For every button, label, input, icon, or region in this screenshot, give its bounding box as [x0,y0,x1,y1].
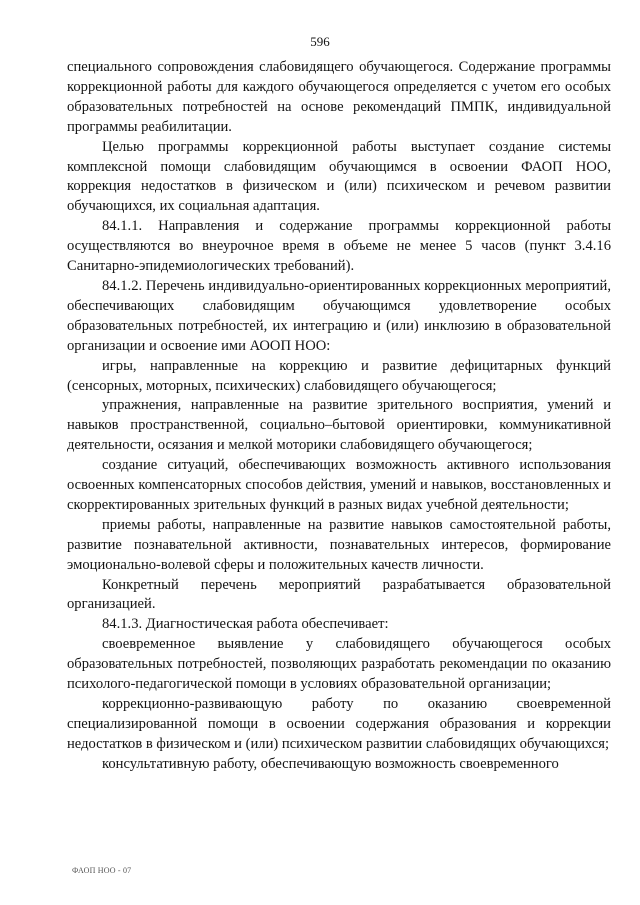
paragraph-games: игры, направленные на коррекцию и развитие дефицитарных функций (сенсорных, моторных, психических) слабовидящего обучающегося; [67,357,611,394]
paragraph-84-1-3: 84.1.3. Диагностическая работа обеспечивает: [102,616,389,633]
paragraph-work-methods: приемы работы, направленные на развитие навыков самостоятельной работы, развитие познавательной активности, познавательных интересов, формирование эмоционально-волевой сферы и положительных качеств личности. [67,516,611,573]
paragraph-continuation: специального сопровождения слабовидящего обучающегося. Содержание программы коррекционной работы для каждого обучающегося определяется с учетом его особых образовательных потребностей на основе рекомендаций ПМПК, индивидуальной программы реабилитации. [67,59,611,135]
paragraph-specific-list: Конкретный перечень мероприятий разрабатывается образовательной организацией. [67,576,611,613]
paragraph-corrective-work: коррекционно-развивающую работу по оказанию своевременной специализированной помощи в освоении содержания образования и коррекции недостатков в физическом и (или) психическом развитии слабовидящих обучающихся; [67,696,611,752]
paragraph-program-goal: Целью программы коррекционной работы выступает создание системы комплексной помощи слабовидящим обучающимся в освоении ФАОП НОО, коррекция недостатков в физическом и (или) психическом и речевом развитии обучающихся, их социальная адаптация. [67,138,611,215]
paragraph-timely-detection: своевременное выявление у слабовидящего обучающегося особых образовательных потребностей, позволяющих разработать рекомендации по оказанию психолого-педагогической помощи в условиях образовательной организации; [67,636,611,693]
paragraph-84-1-1: 84.1.1. Направления и содержание программы коррекционной работы осуществляются во внеурочное время в объеме не менее 5 часов (пункт 3.4.16 Санитарно-эпидемиологических требований). [67,218,611,275]
paragraph-exercises: упражнения, направленные на развитие зрительного восприятия, умений и навыков пространственной, социально–бытовой ориентировки, коммуникативной деятельности, осязания и мелкой моторики слабовидящего обучающегося; [67,397,611,454]
document-body [67,58,611,775]
paragraph-consultative-work: консультативную работу, обеспечивающую возможность своевременного [102,755,559,772]
footer-stamp: ФАОП НОО - 07 [72,866,132,875]
page-number: 596 [310,34,330,49]
paragraph-84-1-2: 84.1.2. Перечень индивидуально-ориентированных коррекционных мероприятий, обеспечивающих слабовидящим обучающимся удовлетворение особых образовательных потребностей, их интеграцию и (или) инклюзию в образовательной организации и освоение ими АООП НОО: [67,277,611,354]
paragraph-situations: создание ситуаций, обеспечивающих возможность активного использования освоенных компенсаторных способов действия, умений и навыков, восстановленных и скорректированных зрительных функций в разных видах учебной деятельности; [67,457,611,513]
